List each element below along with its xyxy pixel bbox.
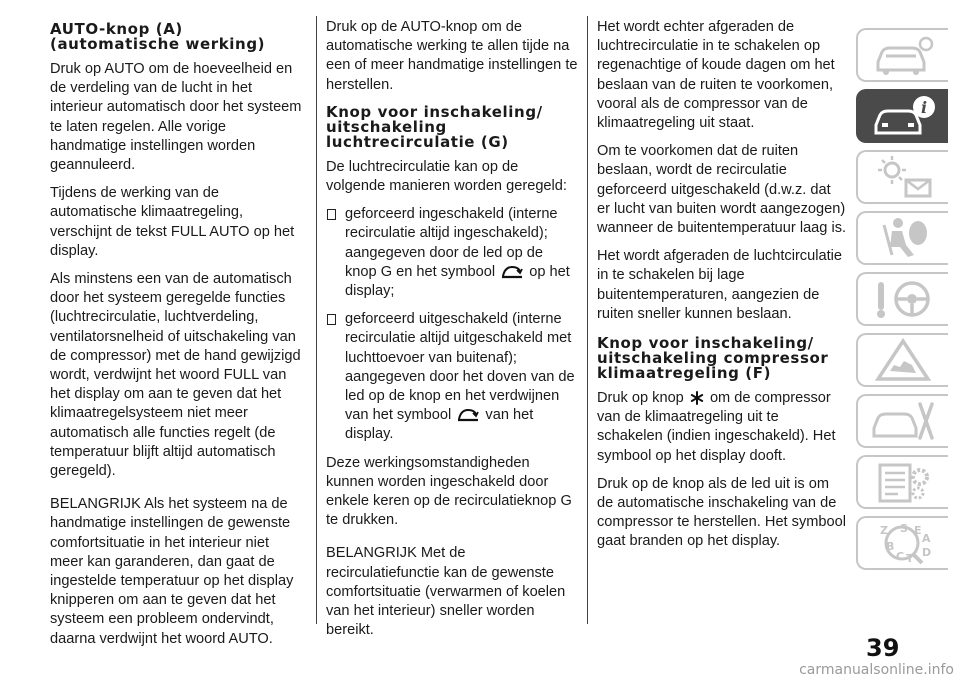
paragraph: Druk op de knop als de led uit is om de automatische inschakeling van de compressor te herstellen. Het symbool gaat branden op het display. <box>597 475 847 550</box>
paragraph: Druk op AUTO om de hoeveelheid en de verdeling van de lucht in het interieur automatisch door het systeem te laten regelen. Alle vorige handmatige instellingen worden geannuleerd. <box>50 61 302 174</box>
tab-warning-lights[interactable] <box>856 150 948 204</box>
tab-dashboard[interactable] <box>856 28 948 82</box>
svg-text:E: E <box>914 524 922 537</box>
list-item: geforceerd ingeschakeld (interne recirculatie altijd ingeschakeld); aangegeven door de led op de knop G en het symbool op het display; <box>326 205 578 301</box>
important-note: BELANGRIJK Met de recirculatiefunctie kan de gewenste comfortsituatie (verwarmen of koelen van het interieur) sneller worden bereikt. <box>326 545 566 639</box>
svg-text:A: A <box>922 532 931 545</box>
chapter-tabs <box>856 28 948 577</box>
recirculation-icon <box>501 265 523 279</box>
paragraph: Deze werkingsomstandigheden kunnen worden ingeschakeld door enkele keren op de recirculatieknop G te drukken. <box>326 454 572 529</box>
paragraph: Als minstens een van de automatisch door het systeem geregelde functies (luchtrecirculatie, luchtverdeling, ventilatorsnelheid of uitschakeling van de compressor) met de hand gewijzigd wordt, verdwijnt het woord FULL van het display om aan te geven dat het klimaatregelsysteem niet meer automatisch alle functies regelt (de temperatuur blijft altijd automatisch geregeld). <box>50 271 301 480</box>
paragraph: De luchtrecirculatie kan op de volgende manieren worden geregeld: <box>326 158 567 195</box>
paragraph: Om te voorkomen dat de ruiten beslaan, wordt de recirculatie geforceerd uitgeschakeld (d.w.z. dat er lucht van buiten wordt aangezogen) wanneer de buitentemperatuur laag is. <box>597 143 847 237</box>
svg-text:i: i <box>920 98 928 117</box>
paragraph: Druk op knop om de compressor van de klimaatregeling uit te schakelen (indien ingeschakeld). Het symbool op het display dooft. <box>597 390 836 464</box>
column-divider <box>316 16 317 624</box>
tab-safety[interactable] <box>856 211 948 265</box>
column-right <box>597 18 847 561</box>
column-divider <box>587 16 588 624</box>
warning-lights-icon <box>868 154 938 200</box>
snowflake-icon <box>690 391 704 405</box>
paragraph: Het wordt afgeraden de luchtcirculatie in te schakelen bij lage buitentemperaturen, aangezien de ruiten sneller kunnen beslaan. <box>597 248 842 322</box>
alphabetical-index-icon <box>868 520 938 566</box>
emergency-triangle-icon <box>868 337 938 383</box>
steering-wheel-start-icon <box>868 276 938 322</box>
list-item: geforceerd uitgeschakeld (interne recirculatie altijd uitgeschakeld met luchttoevoer van buitenaf); aangegeven door het doven van de led op de knop en het verdwijnen van het symbool van het display. <box>326 310 578 444</box>
svg-text:T: T <box>906 552 914 565</box>
tab-index[interactable] <box>856 516 948 570</box>
watermark-text: carmanualsonline.info <box>799 662 954 678</box>
svg-text:S: S <box>900 522 908 535</box>
checkbox-bullet-icon <box>327 209 336 220</box>
car-info-icon <box>868 93 938 139</box>
maintenance-car-icon <box>868 398 938 444</box>
heading-auto-button: AUTO-knop (A) (automatische werking) <box>50 20 266 53</box>
paragraph: Tijdens de werking van de automatische klimaatregeling, verschijnt de tekst FULL AUTO op het display. <box>50 185 295 259</box>
column-middle <box>326 18 578 649</box>
technical-data-icon <box>868 459 938 505</box>
checkbox-bullet-icon <box>327 314 336 325</box>
heading-compressor-button: Knop voor inschakeling/ uitschakeling compressor klimaatregeling (F) <box>597 334 829 383</box>
svg-text:B: B <box>886 540 895 553</box>
column-left <box>50 18 306 658</box>
heading-recirculation-button: Knop voor inschakeling/ uitschakeling luchtrecirculatie (G) <box>326 102 543 151</box>
tab-car-info[interactable] <box>856 89 948 143</box>
page-number: 39 <box>866 634 900 662</box>
svg-text:D: D <box>922 546 932 559</box>
tab-emergency[interactable] <box>856 333 948 387</box>
tab-starting-driving[interactable] <box>856 272 948 326</box>
svg-text:C: C <box>896 550 905 563</box>
tab-technical-data[interactable] <box>856 455 948 509</box>
important-note: BELANGRIJK Als het systeem na de handmatige instellingen de gewenste comfortsituatie in het interieur niet meer kan garanderen, dan gaat de ingestelde temperatuur op het display knipperen om aan te geven dat het systeem een probleem ondervindt, daarna verdwijnt het woord AUTO. <box>50 496 294 647</box>
car-dashboard-icon <box>868 32 938 78</box>
paragraph: Druk op de AUTO-knop om de automatische werking te allen tijde na een of meer handmatige instellingen te herstellen. <box>326 19 578 93</box>
airbag-safety-icon <box>868 215 938 261</box>
paragraph: Het wordt echter afgeraden de luchtrecirculatie in te schakelen op regenachtige of koude dagen om het beslaan van de ruiten te voorkomen, vooral als de compressor van de klimaatregeling uit staat. <box>597 19 835 132</box>
svg-text:Z: Z <box>880 524 888 537</box>
tab-maintenance[interactable] <box>856 394 948 448</box>
recirculation-icon <box>457 408 479 422</box>
